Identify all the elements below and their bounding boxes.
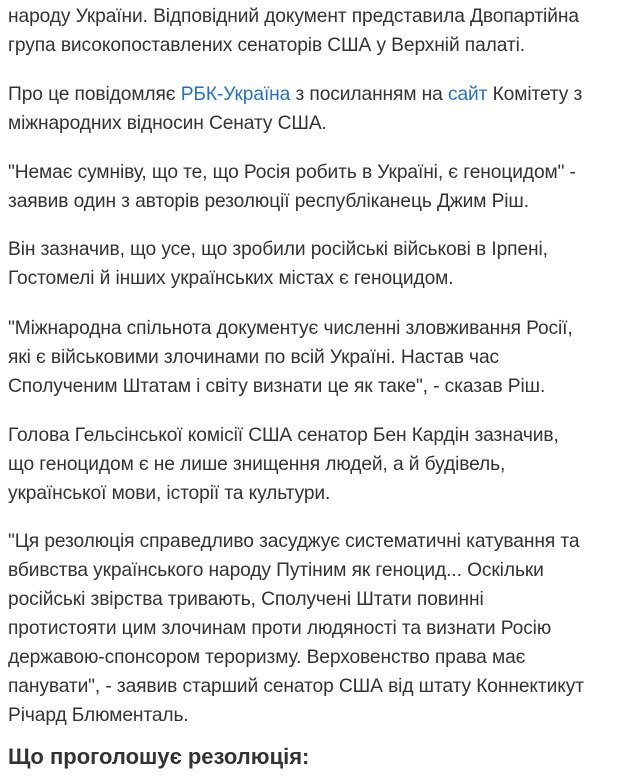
paragraph-cardin (8, 421, 559, 508)
paragraph-line: української мови, історії та культури. (8, 483, 331, 504)
paragraph-line: що геноцидом є не лише знищення людей, а й будівель, (8, 454, 506, 475)
paragraph-line: вбивства українського народу Путіним як геноцид... Оскільки (8, 560, 544, 581)
paragraph-line: державою-спонсором тероризму. Верховенство права має (8, 647, 526, 668)
section-heading: Що проголошує резолюція: (8, 744, 310, 769)
paragraph-line: Він зазначив, що усе, що зробили російські військові в Ірпені, (8, 239, 548, 260)
paragraph-line: група високопоставлених сенаторів США у Верхній палаті. (8, 35, 525, 56)
paragraph-text: з посиланням на (290, 84, 448, 105)
paragraph-risch-quote (8, 158, 576, 216)
paragraph-blumenthal-quote (8, 527, 584, 730)
paragraph-intro (8, 2, 579, 60)
paragraph-line: Річард Блюменталь. (8, 705, 189, 726)
paragraph-line: Гостомелі й інших українських містах є геноцидом. (8, 268, 454, 289)
paragraph-line: "Немає сумніву, що те, що Росія робить в Україні, є геноцидом" - (8, 162, 576, 183)
paragraph-line: заявив один з авторів резолюції республіканець Джим Ріш. (8, 191, 529, 212)
paragraph-line: народу України. Відповідний документ представила Двопартійна (8, 6, 579, 27)
paragraph-line: панувати", - заявив старший сенатор США від штату Коннектикут (8, 676, 584, 697)
paragraph-line: міжнародних відносин Сенату США. (8, 113, 327, 134)
paragraph-line: які є військовими злочинами по всій Україні. Настав час (8, 347, 500, 368)
paragraph-line: Голова Гельсінської комісії США сенатор Бен Кардін зазначив, (8, 425, 559, 446)
paragraph-source (8, 80, 582, 138)
paragraph-line: російські звірства тривають, Сполучені Штати повинні (8, 589, 484, 610)
paragraph-irpin-hostomel (8, 235, 548, 293)
committee-site-link[interactable]: сайт (447, 84, 488, 105)
paragraph-international-community (8, 314, 573, 401)
paragraph-line: протистояти цим злочинам проти людяності та визнати Росію (8, 618, 552, 639)
paragraph-line: Сполученим Штатам і світу визнати це як таке", - сказав Ріш. (8, 376, 546, 397)
paragraph-text: Комітету з (487, 84, 583, 105)
paragraph-text: Про це повідомляє (8, 84, 181, 105)
rbc-ukraine-link[interactable]: РБК-Україна (180, 84, 291, 105)
paragraph-line: "Ця резолюція справедливо засуджує систематичні катування та (8, 531, 580, 552)
paragraph-line: "Міжнародна спільнота документує численні зловживання Росії, (8, 318, 573, 339)
